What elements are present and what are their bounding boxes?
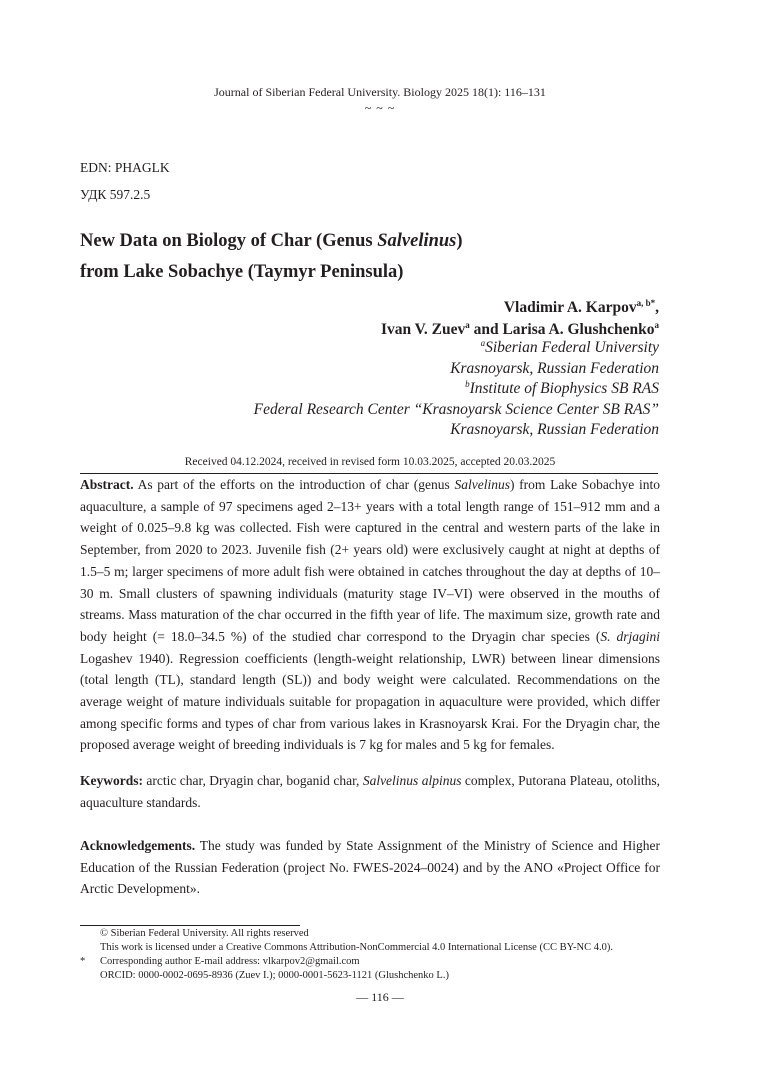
footnote-divider (80, 925, 300, 926)
title-line-2: from Lake Sobachye (Taymyr Peninsula) (80, 262, 404, 282)
author-zuev: Ivan V. Zuev (380, 321, 466, 338)
title-prefix: New Data on Biology of Char (Genus (80, 231, 378, 251)
affil-a-mark: a (480, 338, 486, 348)
author-line-1 (381, 297, 659, 319)
author-and: and (469, 321, 503, 338)
affil-a-line-2: Krasnoyarsk, Russian Federation (450, 359, 659, 377)
abstract (80, 474, 660, 756)
title-line-1 (80, 226, 680, 257)
keywords-text-2: complex, Putorana Plateau, otoliths, aquaculture standards. (80, 773, 660, 810)
author-list (381, 297, 659, 341)
footnote-license: This work is licensed under a Creative Commons Attribution-NonCommercial 4.0 International License (CC BY-NC 4.0). (100, 942, 613, 953)
affiliations (254, 338, 659, 441)
abstract-italic-1: Salvelinus (454, 477, 510, 492)
udk-code: УДК 597.2.5 (80, 187, 151, 202)
abstract-text-3: Logashev 1940). Regression coefficients (length-weight relationship, LWR) between linear dimensions (total length (TL), standard length (SL)) and body weight were calculated. Recommendations on the average weight of mature individuals suitable for propagation in aquaculture were provided, which differ among specific forms and types of char from various lakes in Krasnoyarsk Krai. For the Dryagin char, the proposed average weight of breeding individuals is 7 kg for males and 5 kg for females. (80, 650, 660, 753)
keywords-label: Keywords: (80, 773, 143, 788)
author-glushchenko: Larisa A. Glushchenko (502, 321, 655, 338)
journal-header: Journal of Siberian Federal University. Biology 2025 18(1): 116–131 (214, 85, 546, 99)
affil-b-line-1 (254, 379, 659, 400)
title-suffix: ) (456, 231, 463, 251)
footnote-asterisk: * (80, 956, 86, 967)
author-separator: , (655, 299, 659, 316)
keywords-italic: Salvelinus alpinus (362, 773, 462, 788)
author-karpov: Vladimir A. Karpov (503, 299, 637, 316)
abstract-italic-2: S. drjagini (600, 628, 660, 644)
received-dates: Received 04.12.2024, received in revised form 10.03.2025, accepted 20.03.2025 (184, 456, 556, 468)
footnote-copyright: © Siberian Federal University. All rights reserved (100, 928, 309, 939)
author-glushchenko-affil: a (654, 320, 659, 330)
abstract-label: Abstract. (80, 477, 134, 492)
ack-text: The study was funded by State Assignment of the Ministry of Science and Higher Education of the Russian Federation (project No. FWES-2024–0024) and by the ANO «Project Office for Arctic Development». (80, 838, 660, 897)
footnote-corresponding: Corresponding author E-mail address: vlkarpov2@gmail.com (100, 956, 360, 967)
keywords-text-1: arctic char, Dryagin char, boganid char, (143, 773, 363, 788)
affil-b-mark: b (465, 379, 470, 389)
page-number: — 116 — (356, 990, 404, 1004)
affil-a-name: Siberian Federal University (485, 339, 659, 356)
edn-code: EDN: PHAGLK (80, 160, 170, 175)
affil-b-name: Institute of Biophysics SB RAS (469, 380, 659, 397)
affil-b-line-3: Krasnoyarsk, Russian Federation (450, 421, 659, 438)
abstract-text-2: ) from Lake Sobachye into aquaculture, a sample of 97 specimens aged 2–13+ years with a total length range of 151–912 mm and a weight of 0.025–9.8 kg was collected. Fish were captured in the central and western parts of the lake in September, from 2020 to 2023. Juvenile fish (2+ years old) were exclusively caught at night at depths of 1.5–5 m; larger specimens of more adult fish were obtained in catches throughout the day at depths of 10–30 m. Small clusters of spawning individuals (maturity stage IV–VI) were observed in the mouths of streams. Mass maturation of the char occurred in the fifth year of life. The maximum size, growth rate and body height (= 18.0–34.5 %) of the studied char correspond to the Dryagin char species ( (80, 477, 660, 644)
affil-b-line-2: Federal Research Center “Krasnoyarsk Science Center SB RAS” (253, 400, 659, 418)
header-separator: ~ ~ ~ (364, 101, 396, 115)
keywords (80, 770, 660, 813)
author-karpov-affil: a, b* (636, 298, 656, 308)
article-title (80, 226, 680, 288)
acknowledgements (80, 835, 660, 900)
footnote-orcid: ORCID: 0000-0002-0695-8936 (Zuev I.); 0000-0001-5623-1121 (Glushchenko L.) (100, 970, 449, 981)
affil-a-line-1 (254, 338, 659, 359)
abstract-text-1: As part of the efforts on the introduction of char (genus (133, 477, 455, 492)
author-zuev-affil: a (465, 320, 470, 330)
title-genus: Salvelinus (377, 231, 457, 251)
ack-label: Acknowledgements. (80, 838, 196, 853)
